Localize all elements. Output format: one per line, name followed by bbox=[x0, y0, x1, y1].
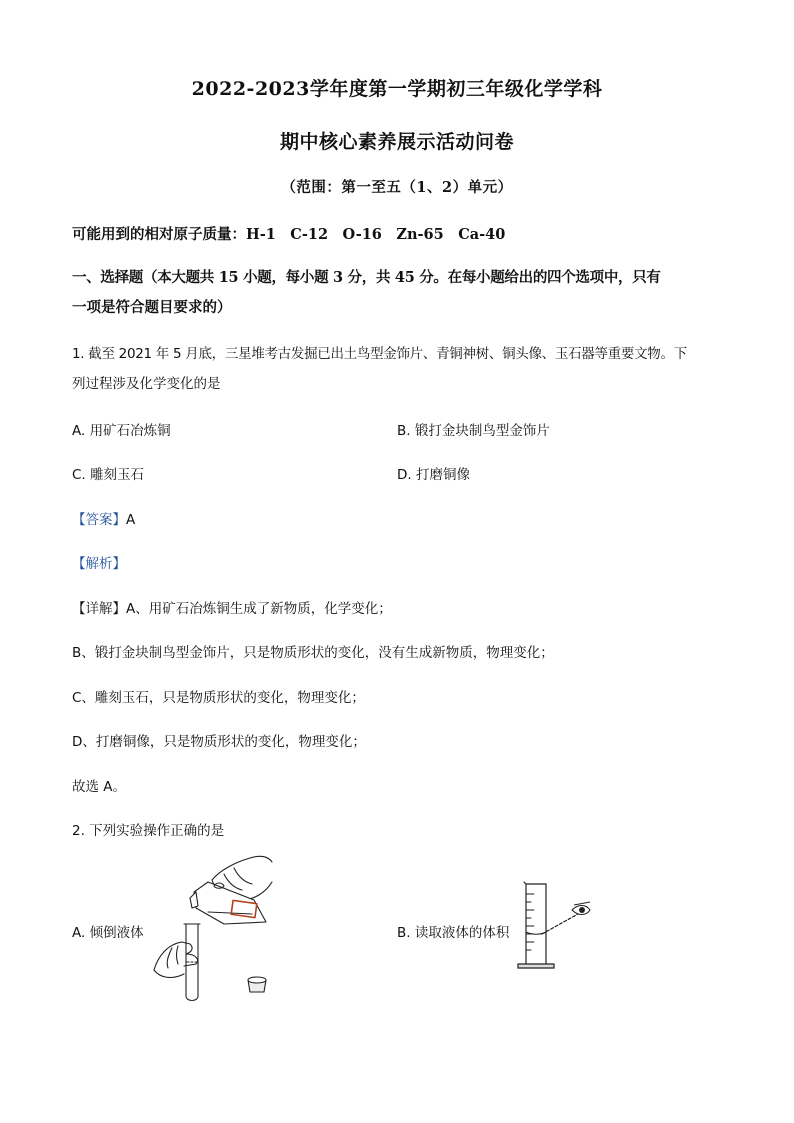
q1-answer bbox=[72, 508, 135, 528]
q1-detail-line2: B、锻打金块制鸟型金饰片，只是物质形状的变化，没有生成新物质，物理变化； bbox=[72, 645, 554, 661]
exam-title-line2: 期中核心素养展示活动问卷 bbox=[279, 131, 514, 153]
exam-title-line1: 2022-2023学年度第一学期初三年级化学学科 bbox=[191, 78, 603, 100]
q1-detail-line4: D、打磨铜像，只是物质形状的变化，物理变化； bbox=[72, 734, 366, 750]
exam-scope: （范围：第一至五（1、2）单元） bbox=[281, 179, 513, 196]
q1-option-a: A. 用矿石冶炼铜 bbox=[72, 423, 171, 439]
q1-conclusion: 故选 A。 bbox=[72, 779, 127, 795]
atomic-masses: 可能用到的相对原子质量：H-1 C-12 O-16 Zn-65 Ca-40 bbox=[72, 226, 506, 243]
q1-stem-line1: 1. 截至 2021 年 5 月底，三星堆考古发掘已出土鸟型金饰片、青铜神树、铜头像、玉石器等重要文物。下 bbox=[72, 346, 687, 362]
section1-heading-line1: 一、选择题（本大题共 15 小题，每小题 3 分，共 45 分。在每小题给出的四个选项中，只有 bbox=[72, 269, 661, 286]
graduated-cylinder-illustration bbox=[512, 880, 596, 972]
answer-value: A bbox=[126, 512, 136, 528]
section1-heading-line2: 一项是符合题目要求的） bbox=[72, 299, 232, 316]
q1-detail-line3: C、雕刻玉石，只是物质形状的变化，物理变化； bbox=[72, 690, 365, 706]
q2-option-a: A. 倾倒液体 bbox=[72, 925, 144, 941]
q1-option-c: C. 雕刻玉石 bbox=[72, 467, 145, 483]
q1-option-b: B. 锻打金块制鸟型金饰片 bbox=[397, 423, 550, 439]
q1-stem-line2: 列过程涉及化学变化的是 bbox=[72, 376, 221, 392]
answer-tag: 【答案】 bbox=[72, 512, 126, 528]
analysis-tag: 【解析】 bbox=[72, 556, 126, 572]
detail-text-a: A、用矿石冶炼铜生成了新物质，化学变化； bbox=[126, 601, 392, 617]
eye-icon bbox=[572, 902, 590, 915]
pouring-liquid-illustration bbox=[150, 852, 280, 1007]
q2-option-b: B. 读取液体的体积 bbox=[397, 925, 510, 941]
detail-tag: 【详解】 bbox=[72, 601, 126, 617]
q2-stem: 2. 下列实验操作正确的是 bbox=[72, 823, 225, 839]
q1-detail-line1 bbox=[72, 597, 392, 617]
q1-option-d: D. 打磨铜像 bbox=[397, 467, 470, 483]
